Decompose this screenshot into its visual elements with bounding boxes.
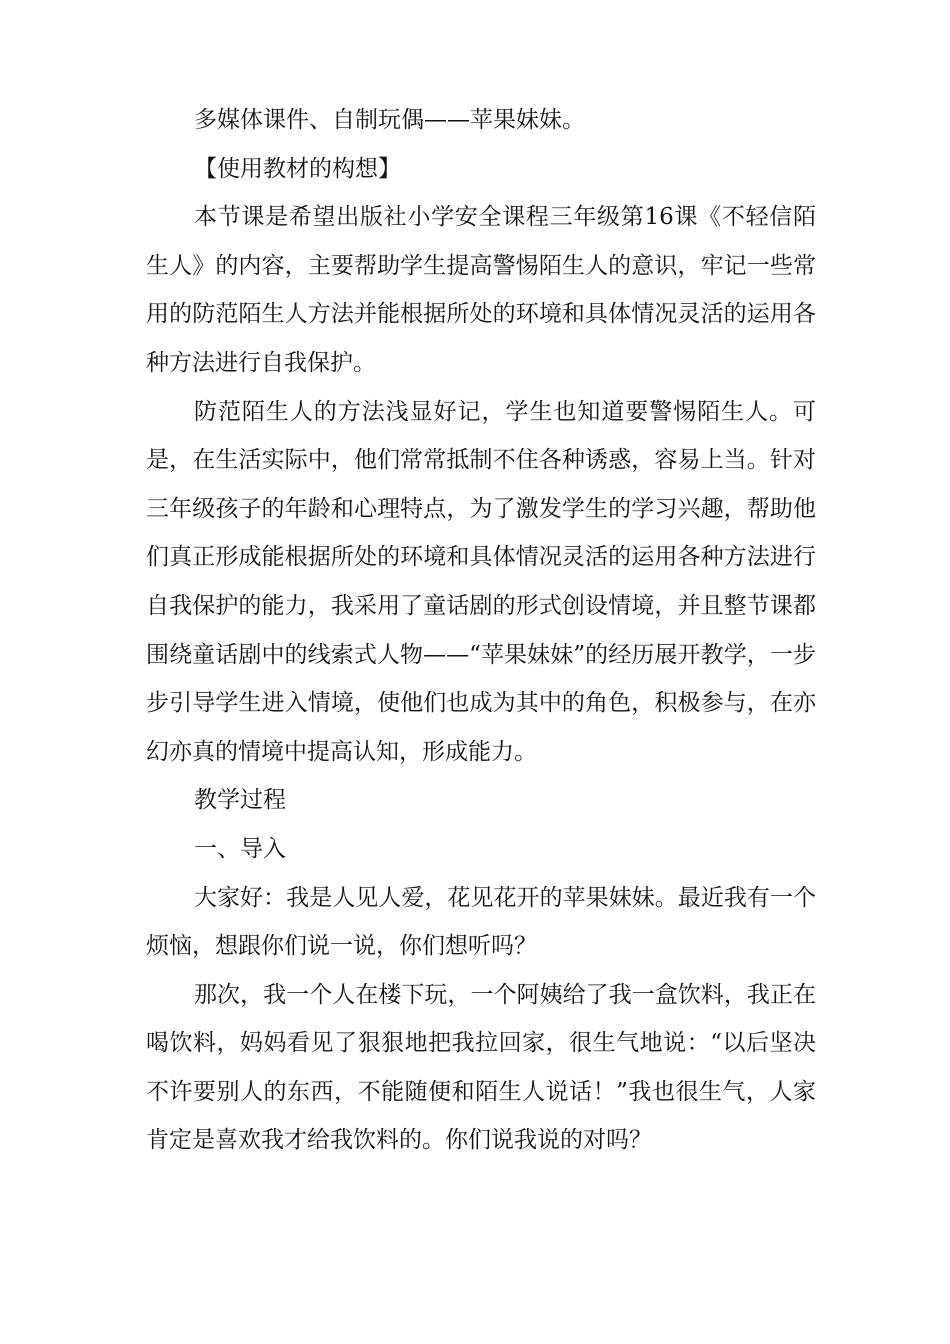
section-heading-introduction: 一、导入 [194,835,286,862]
paragraph-story: 那次，我一个人在楼下玩，一个阿姨给了我一盒饮料，我正在喝饮料，妈妈看见了狠狠地把我拉回家，很生气地说：“以后坚决不许要别人的东西，不能随便和陌生人说话！”我也很生气，人家肯定是喜欢我才给我饮料的。你们说我说的对吗？ [146,981,816,1154]
paragraph-lesson-intro: 本节课是希望出版社小学安全课程三年级第16课《不轻信陌生人》的内容，主要帮助学生提高警惕陌生人的意识，牢记一些常用的防范陌生人方法并能根据所处的环境和具体情况灵活的运用各种方法进行自我保护。 [146,204,816,376]
section-heading-textbook-concept: 【使用教材的构想】 [194,155,401,182]
section-heading-teaching-process: 教学过程 [194,787,286,814]
paragraph-materials: 多媒体课件、自制玩偶——苹果妹妹。 [194,107,585,133]
paragraph-greeting: 大家好：我是人见人爱，花见花开的苹果妹妹。最近我有一个烦恼，想跟你们说一说，你们想听吗？ [146,884,816,960]
document-body [146,96,816,1165]
paragraph-teaching-approach: 防范陌生人的方法浅显好记，学生也知道要警惕陌生人。可是，在生活实际中，他们常常抵制不住各种诱惑，容易上当。针对三年级孩子的年龄和心理特点，为了激发学生的学习兴趣，帮助他们真正形成能根据所处的环境和具体情况灵活的运用各种方法进行自我保护的能力，我采用了童话剧的形式创设情境，并且整节课都围绕童话剧中的线索式人物——“苹果妹妹”的经历展开教学，一步步引导学生进入情境，使他们也成为其中的角色，积极参与，在亦幻亦真的情境中提高认知，形成能力。 [146,398,816,765]
